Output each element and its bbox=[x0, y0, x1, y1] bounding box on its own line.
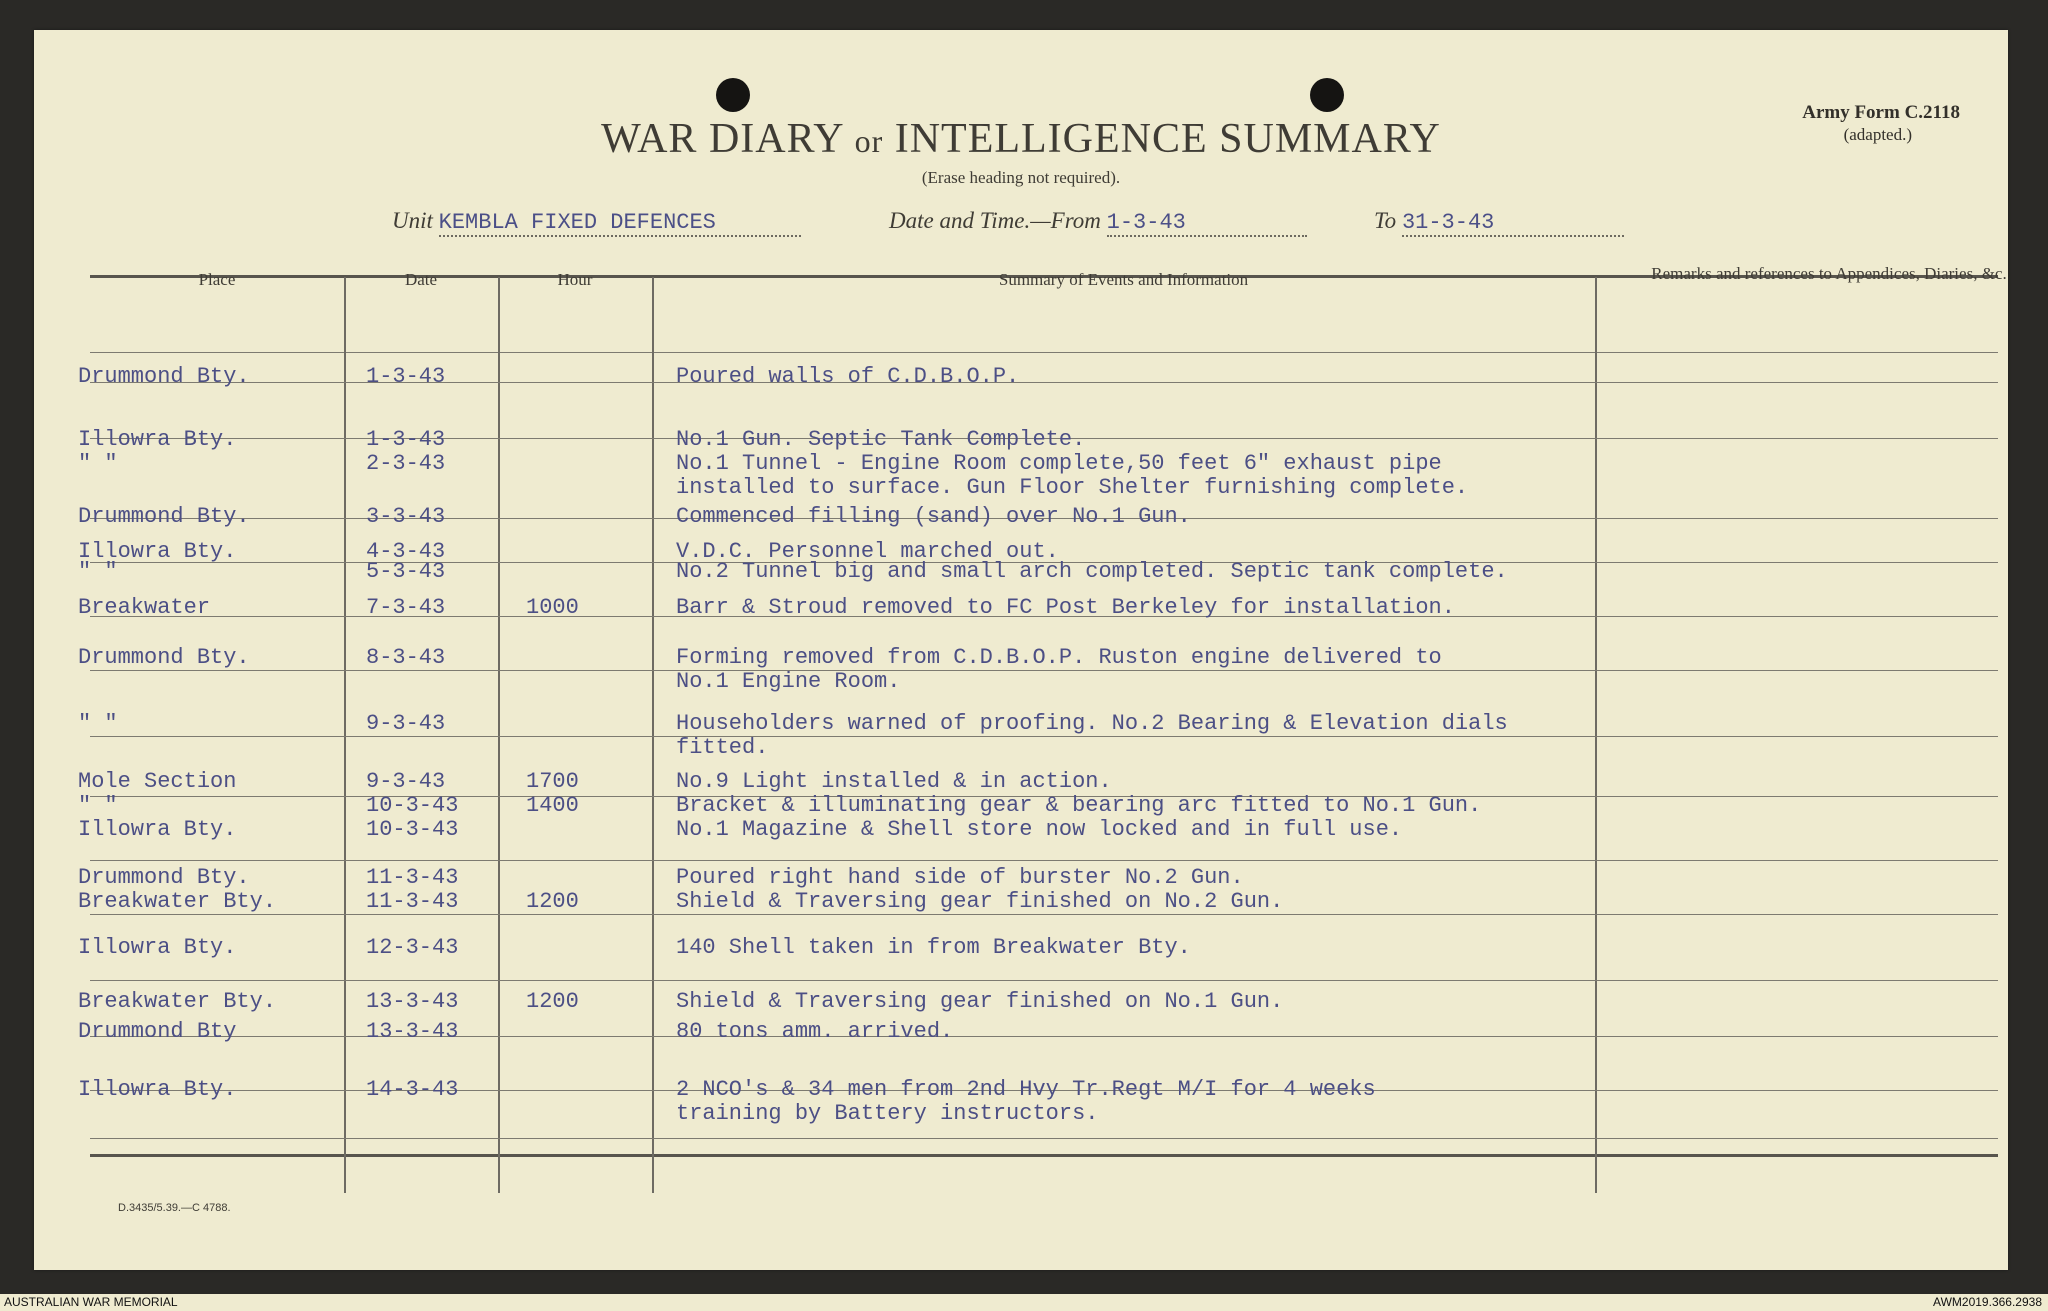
entry-summary: Householders warned of proofing. No.2 Bearing & Elevation dials bbox=[676, 711, 1508, 736]
date-line bbox=[889, 208, 1307, 237]
unit-value: KEMBLA FIXED DEFENCES bbox=[438, 210, 716, 235]
entry-place: Drummond Bty. bbox=[78, 865, 250, 890]
entry-hour: 1200 bbox=[526, 889, 579, 914]
entry-summary: 2 NCO's & 34 men from 2nd Hvy Tr.Regt M/I for 4 weeks bbox=[676, 1077, 1376, 1102]
entry-summary: Barr & Stroud removed to FC Post Berkeley for installation. bbox=[676, 595, 1455, 620]
entry-date: 11-3-43 bbox=[366, 889, 459, 914]
army-form-adapted: (adapted.) bbox=[1843, 125, 1912, 144]
entry-summary: Poured right hand side of burster No.2 Gun. bbox=[676, 865, 1244, 890]
header-rule bbox=[90, 352, 1998, 353]
entry-summary-continued: training by Battery instructors. bbox=[676, 1101, 1099, 1126]
col-head-date: Date bbox=[404, 270, 438, 289]
erase-note: (Erase heading not required). bbox=[921, 168, 1121, 187]
archive-caption: AUSTRALIAN WAR MEMORIAL bbox=[4, 1295, 178, 1309]
entry-summary: No.9 Light installed & in action. bbox=[676, 769, 1112, 794]
unit-line bbox=[392, 208, 801, 237]
entry-date: 3-3-43 bbox=[366, 504, 446, 529]
entry-place: " " bbox=[78, 793, 118, 818]
entry-place: Mole Section bbox=[78, 769, 237, 794]
punch-hole-right bbox=[1310, 78, 1344, 112]
entry-place: " " bbox=[78, 451, 118, 476]
entry-place: Drummond Bty. bbox=[78, 504, 250, 529]
unit-label: Unit bbox=[392, 208, 433, 233]
entry-date: 2-3-43 bbox=[366, 451, 446, 476]
entry-place: Illowra Bty. bbox=[78, 935, 237, 960]
entry-date: 4-3-43 bbox=[366, 539, 446, 564]
punch-hole-left bbox=[716, 78, 750, 112]
entry-place: Drummond Bty. bbox=[78, 645, 250, 670]
entry-hour: 1000 bbox=[526, 595, 579, 620]
entry-place: Illowra Bty. bbox=[78, 539, 237, 564]
row-rule bbox=[90, 1138, 1998, 1139]
form-title: WAR DIARY or INTELLIGENCE SUMMARY bbox=[601, 116, 1441, 162]
row-rule bbox=[90, 980, 1998, 981]
entry-place: " " bbox=[78, 559, 118, 584]
entry-hour: 1200 bbox=[526, 989, 579, 1014]
entry-summary: 140 Shell taken in from Breakwater Bty. bbox=[676, 935, 1191, 960]
entry-summary: Shield & Traversing gear finished on No.1 Gun. bbox=[676, 989, 1284, 1014]
to-line bbox=[1374, 208, 1624, 237]
col-head-place: Place bbox=[198, 270, 236, 289]
col-divider-2 bbox=[498, 277, 500, 1193]
diary-sheet bbox=[34, 30, 2008, 1270]
entry-date: 8-3-43 bbox=[366, 645, 446, 670]
entry-date: 13-3-43 bbox=[366, 1019, 459, 1044]
entry-summary: Commenced filling (sand) over No.1 Gun. bbox=[676, 504, 1191, 529]
entry-summary-continued: No.1 Engine Room. bbox=[676, 669, 901, 694]
row-rule bbox=[90, 860, 1998, 861]
date-to: 31-3-43 bbox=[1401, 210, 1495, 235]
entry-date: 14-3-43 bbox=[366, 1077, 459, 1102]
date-from: 1-3-43 bbox=[1106, 210, 1186, 235]
form-print-code: D.3435/5.39.—C 4788. bbox=[118, 1202, 231, 1214]
col-divider-4 bbox=[1595, 277, 1597, 1193]
entry-date: 11-3-43 bbox=[366, 865, 459, 890]
entry-date: 9-3-43 bbox=[366, 711, 446, 736]
entry-summary: No.1 Magazine & Shell store now locked and in full use. bbox=[676, 817, 1403, 842]
entry-summary: No.1 Tunnel - Engine Room complete,50 feet 6" exhaust pipe bbox=[676, 451, 1442, 476]
entry-place: Breakwater bbox=[78, 595, 211, 620]
accession-number: AWM2019.366.2938 bbox=[1933, 1295, 2042, 1309]
entry-date: 10-3-43 bbox=[366, 793, 459, 818]
entry-summary: 80 tons amm. arrived. bbox=[676, 1019, 954, 1044]
army-form-number: Army Form C.2118 bbox=[1802, 102, 1960, 123]
entry-place: Illowra Bty. bbox=[78, 1077, 237, 1102]
entry-summary-continued: installed to surface. Gun Floor Shelter furnishing complete. bbox=[676, 475, 1469, 500]
col-divider-3 bbox=[652, 277, 654, 1193]
entry-summary: Forming removed from C.D.B.O.P. Ruston engine delivered to bbox=[676, 645, 1442, 670]
col-head-hour: Hour bbox=[557, 270, 593, 289]
entry-summary: Shield & Traversing gear finished on No.2 Gun. bbox=[676, 889, 1284, 914]
col-divider-1 bbox=[344, 277, 346, 1193]
entry-date: 5-3-43 bbox=[366, 559, 446, 584]
entry-summary: V.D.C. Personnel marched out. bbox=[676, 539, 1059, 564]
entry-date: 7-3-43 bbox=[366, 595, 446, 620]
entry-date: 13-3-43 bbox=[366, 989, 459, 1014]
row-rule bbox=[90, 736, 1998, 737]
row-rule bbox=[90, 914, 1998, 915]
entry-summary: No.2 Tunnel big and small arch completed. Septic tank complete. bbox=[676, 559, 1508, 584]
entry-date: 9-3-43 bbox=[366, 769, 446, 794]
entry-place: Illowra Bty. bbox=[78, 427, 237, 452]
col-head-summary: Summary of Events and Information bbox=[998, 270, 1249, 289]
entry-summary-continued: fitted. bbox=[676, 735, 769, 760]
entry-summary: Bracket & illuminating gear & bearing arc fitted to No.1 Gun. bbox=[676, 793, 1482, 818]
entry-date: 12-3-43 bbox=[366, 935, 459, 960]
entry-place: Breakwater Bty. bbox=[78, 889, 277, 914]
row-rule bbox=[90, 670, 1998, 671]
col-head-remarks: Remarks and references to Appendices, Diaries, &c. bbox=[1651, 264, 2007, 283]
date-label: Date and Time.—From bbox=[889, 208, 1101, 233]
to-label: To bbox=[1374, 208, 1397, 233]
entry-summary: Poured walls of C.D.B.O.P. bbox=[676, 364, 1020, 389]
entry-hour: 1700 bbox=[526, 769, 579, 794]
entry-place: " " bbox=[78, 711, 118, 736]
entry-place: Drummond Bty. bbox=[78, 364, 250, 389]
entry-date: 1-3-43 bbox=[366, 427, 446, 452]
entry-hour: 1400 bbox=[526, 793, 579, 818]
entry-date: 10-3-43 bbox=[366, 817, 459, 842]
entry-place: Drummond Bty bbox=[78, 1019, 237, 1044]
table-bottom-rule bbox=[90, 1154, 1998, 1157]
caption-strip bbox=[0, 1294, 2048, 1311]
entry-place: Breakwater Bty. bbox=[78, 989, 277, 1014]
entry-date: 1-3-43 bbox=[366, 364, 446, 389]
entry-summary: No.1 Gun. Septic Tank Complete. bbox=[676, 427, 1086, 452]
entry-place: Illowra Bty. bbox=[78, 817, 237, 842]
